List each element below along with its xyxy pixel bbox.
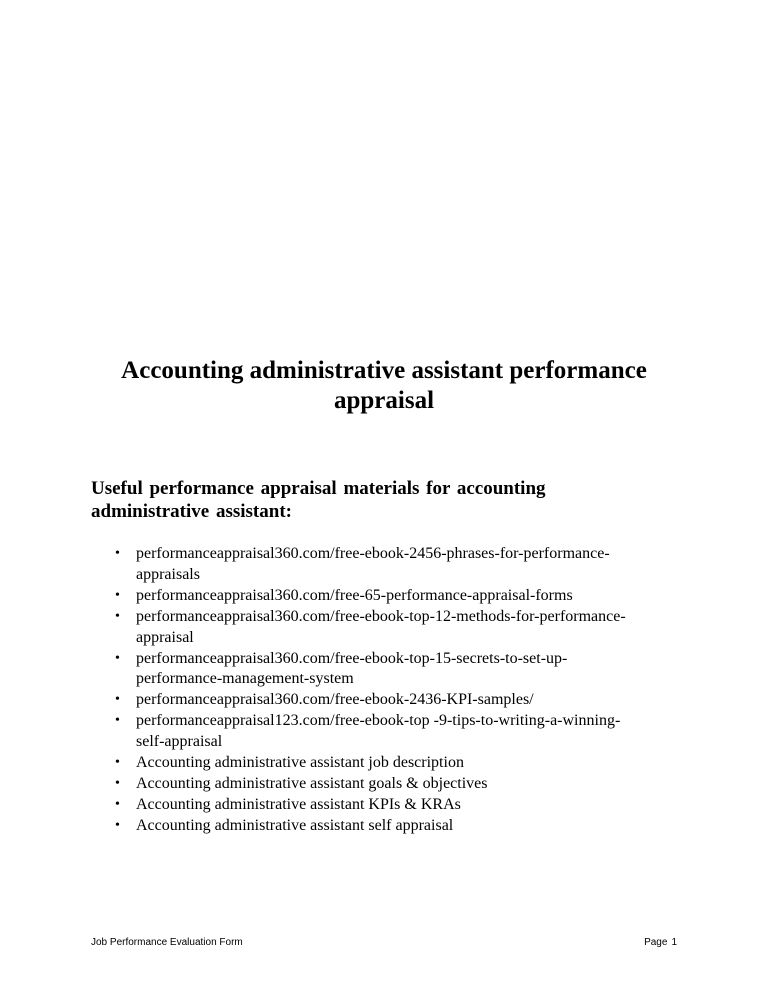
section-heading-line-1: Useful performance appraisal materials for accounting [91,478,546,499]
list-item [115,711,696,753]
list-item-text: Accounting administrative assistant goals & objectives [136,774,488,792]
list-item [115,544,696,586]
bullet-icon: • [115,587,120,603]
list-item-text[interactable]: performanceappraisal360.com/free-ebook-top-15-secrets-to-set-up- [136,649,568,667]
list-item [115,607,696,649]
list-item-text[interactable]: performanceappraisal123.com/free-ebook-top -9-tips-to-writing-a-winning- [136,712,621,730]
list-item-text: Accounting administrative assistant job description [136,754,464,772]
list-item [115,795,696,816]
materials-list [115,544,696,837]
list-item-text-continued[interactable]: appraisals [136,565,200,583]
list-item-text-continued[interactable]: self-appraisal [136,733,223,751]
bullet-icon: • [115,796,120,812]
bullet-icon: • [115,692,120,708]
footer-document-title: Job Performance Evaluation Form [91,937,243,948]
section-heading-line-2: administrative assistant: [91,501,292,522]
list-item [115,774,696,795]
list-item [115,690,696,711]
page-title-line-1: Accounting administrative assistant performance [121,357,647,384]
footer-page-number: 1 [671,937,677,948]
list-item-text[interactable]: performanceappraisal360.com/free-ebook-2456-phrases-for-performance- [136,545,610,562]
bullet-icon: • [115,650,120,666]
footer-page-indicator [644,937,677,949]
page-title [0,356,768,416]
bullet-icon: • [115,775,120,791]
list-item-text[interactable]: performanceappraisal360.com/free-ebook-top-12-methods-for-performance- [136,607,626,625]
list-item [115,649,696,691]
footer-page-label: Page [644,937,668,948]
bullet-icon: • [115,713,120,729]
list-item-text[interactable]: performanceappraisal360.com/free-ebook-2436-KPI-samples/ [136,691,534,709]
list-item-text: Accounting administrative assistant self appraisal [136,816,454,834]
list-item-text[interactable]: performanceappraisal360.com/free-65-performance-appraisal-forms [136,586,573,604]
bullet-icon: • [115,755,120,771]
list-item-text-continued[interactable]: performance-management-system [136,670,354,688]
list-item [115,586,696,607]
bullet-icon: • [115,817,120,833]
list-item [115,816,696,837]
bullet-icon: • [115,546,120,561]
list-item-text-continued[interactable]: appraisal [136,628,194,646]
list-item-text: Accounting administrative assistant KPIs & KRAs [136,795,461,813]
bullet-icon: • [115,608,120,624]
page-title-line-2: appraisal [333,387,435,414]
section-heading [91,477,651,523]
list-item [115,753,696,774]
